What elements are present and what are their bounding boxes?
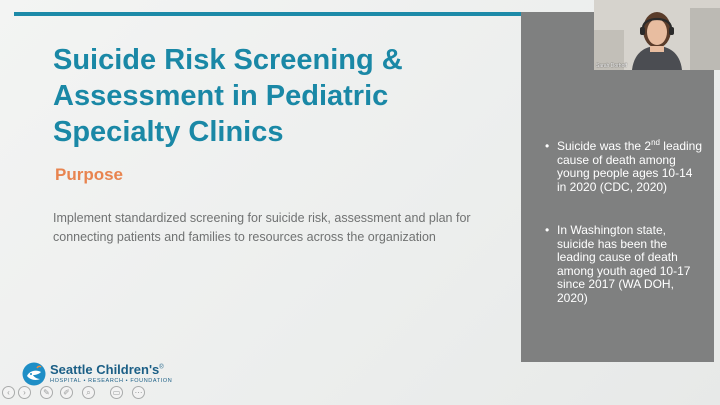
highlighter-icon[interactable]: ✐ [60,386,73,399]
seattle-childrens-logo [22,362,182,388]
previous-icon[interactable]: ‹ [2,386,15,399]
slides-icon[interactable]: ▭ [110,386,123,399]
stat-bullet: • Suicide was the 2nd leading cause of death among young people ages 10-14 in 2020 (CDC, 2020) [545,140,705,194]
title-line: Specialty Clinics [53,116,284,148]
zoom-icon[interactable]: ⌕ [82,386,95,399]
participant-name: Sarah Dorhoff [596,63,628,69]
slide-title [53,42,503,150]
person-video-icon [594,0,720,70]
more-icon[interactable]: ⋯ [132,386,145,399]
next-icon[interactable]: › [18,386,31,399]
title-line: Suicide Risk Screening & [53,44,403,76]
pen-icon[interactable]: ✎ [40,386,53,399]
purpose-text: Implement standardized screening for suicide risk, assessment and plan for connecting patients and families to resources across the organization [53,211,471,244]
stats-list [545,140,705,335]
participant-video[interactable] [594,0,720,70]
top-accent-rule [14,12,521,16]
logo-tagline: HOSPITAL • RESEARCH • FOUNDATION [50,378,173,384]
section-subtitle: Purpose [55,165,124,184]
whale-logo-icon [22,362,46,386]
stat-bullet: • In Washington state, suicide has been the leading cause of death among youth aged 10-17 since 2017 (WA DOH, 2020) [545,224,705,305]
logo-name: Seattle Children's® [50,362,164,377]
title-line: Assessment in Pediatric [53,80,389,112]
